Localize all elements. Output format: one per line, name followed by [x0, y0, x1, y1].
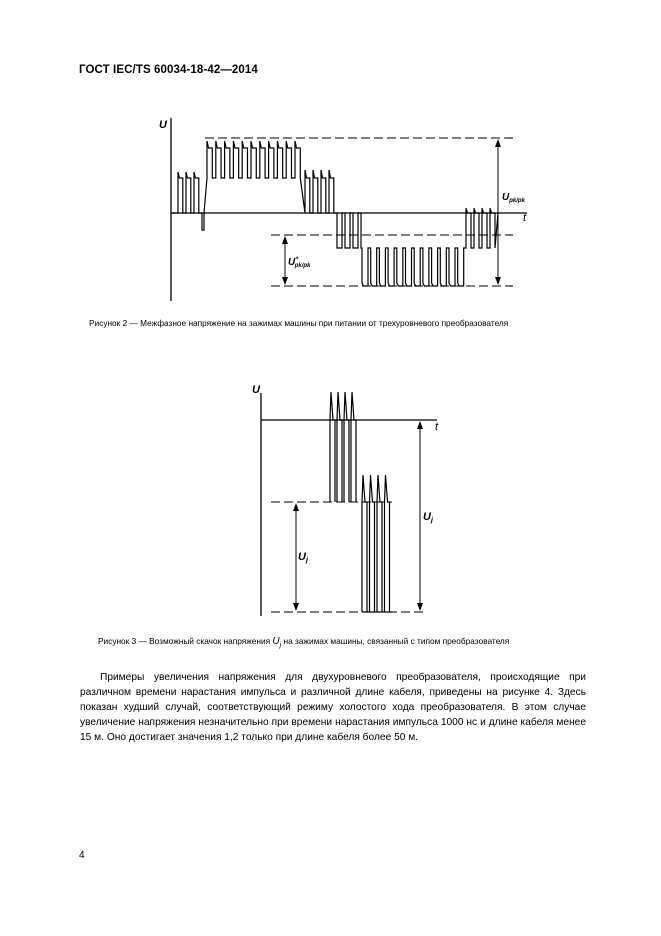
- uj-left-arrow-bottom: [293, 603, 299, 611]
- figure-2-caption: Рисунок 2 — Межфазное напряжение на зажимах машины при питании от трехуровневого преобразователя: [89, 318, 509, 328]
- pkpk-arrow-bottom: [495, 277, 501, 285]
- ppk-arrow-bottom: [282, 277, 288, 285]
- figure-3-caption: Рисунок 3 — Возможный скачок напряжения $U_j$ на зажимах машины, связанный с типом преобразователя: [98, 636, 510, 649]
- page-number: 4: [79, 850, 85, 861]
- ppk-arrow-top: [282, 236, 288, 244]
- uj-right-label: Uj: [423, 511, 433, 524]
- fig2-u-axis-label: U: [159, 119, 167, 131]
- figure-3-waveform: [0, 380, 661, 630]
- fig3-u-axis-label: U: [252, 384, 260, 396]
- caption-uj-symbol: $U_j$: [272, 636, 282, 649]
- pkpk-arrow-top: [495, 139, 501, 147]
- fig3-t-axis-label: t: [435, 421, 439, 433]
- document-header: ГОСТ IEC/TS 60034-18-42—2014: [79, 64, 258, 76]
- figure-2-waveform: [0, 108, 661, 308]
- uj-right-arrow-top: [417, 421, 423, 429]
- body-paragraph: Примеры увеличения напряжения для двухуровневого преобразователя, происходящие при различном времени нарастания импульса и различной длине кабеля, приведены на рисунке 4. Здесь показан худший случай, соответствующий режиму холостого хода преобразователя. В этом случае увеличение напряжения незначительно при времени нарастания импульса 1000 нс и длине кабеля менее 15 м. Оно достигает значения 1,2 только при длине кабеля более 50 м.: [80, 672, 586, 744]
- uj-left-label: Uj: [298, 551, 308, 564]
- uj-left-arrow-top: [293, 503, 299, 511]
- uj-right-arrow-bottom: [417, 603, 423, 611]
- ppk-label: U+ pk/pk: [288, 256, 311, 269]
- fig2-t-axis-label: t: [523, 212, 527, 224]
- pkpk-label: $U_{pk/pk}$: [502, 192, 525, 204]
